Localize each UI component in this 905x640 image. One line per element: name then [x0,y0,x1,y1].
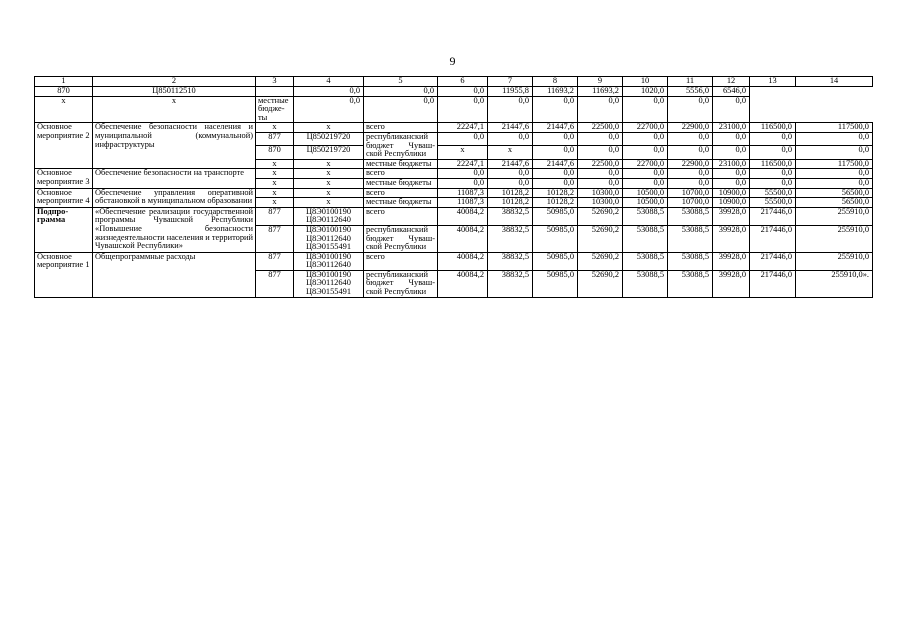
title-cell: Обеспечение безопасности населения и муниципальной (коммунальной) инфраструктуры [93,123,256,169]
source-cell: всего [364,123,438,133]
amount-cell: 23100,0 [713,159,750,169]
amount-cell: 0,0 [796,169,873,179]
source-cell: республиканский бюджет Чувашской Республики [364,270,438,297]
header-cell: 5 [364,77,438,87]
event-cell: Основное мероприятие 3 [35,169,93,188]
amount-cell: 10300,0 [578,198,623,208]
amount-cell: 0,0 [578,96,623,123]
amount-cell: 0,0 [578,146,623,159]
amount-cell: 0,0 [488,96,533,123]
amount-cell: 0,0 [364,96,438,123]
source-cell: местные бюджеты [256,96,294,123]
amount-cell: 0,0 [294,96,364,123]
amount-cell: 23100,0 [713,123,750,133]
kbk-cell: х [294,169,364,179]
amount-cell: 21447,6 [533,159,578,169]
amount-cell: 55500,0 [750,188,796,198]
amount-cell: 10300,0 [578,188,623,198]
code-cell: 877 [256,252,294,270]
amount-cell: 116500,0 [750,159,796,169]
amount-cell: 0,0 [533,169,578,179]
amount-cell: 0,0 [796,132,873,145]
table-row [35,252,873,270]
amount-cell: 217446,0 [750,225,796,252]
amount-cell: 39928,0 [713,225,750,252]
amount-cell: 0,0 [488,132,533,145]
amount-cell: 0,0 [713,178,750,188]
table-row [35,123,873,133]
amount-cell: 22247,1 [438,159,488,169]
code-cell: х [256,178,294,188]
amount-cell: 255910,0 [796,225,873,252]
amount-cell: 0,0 [796,146,873,159]
amount-cell: 0,0 [488,169,533,179]
amount-cell: 217446,0 [750,207,796,225]
amount-cell: 50985,0 [533,270,578,297]
source-cell: местные бюджеты [364,159,438,169]
amount-cell: 56500,0 [796,198,873,208]
header-cell: 4 [294,77,364,87]
budget-table [34,76,873,298]
code-cell: 877 [256,225,294,252]
amount-cell: 0,0 [623,96,668,123]
event-cell: Подпрограмма [35,207,93,252]
kbk-cell: Ц8Э0100190 Ц8Э0112640 Ц8Э0155491 [294,225,364,252]
amount-cell: 0,0 [623,169,668,179]
header-cell: 6 [438,77,488,87]
title-cell: Обеспечение управления оперативной обстановкой в муниципальном образовании [93,188,256,207]
table-row [35,188,873,198]
header-cell: 2 [93,77,256,87]
amount-cell: 53088,5 [668,270,713,297]
amount-cell: 38832,5 [488,207,533,225]
amount-cell: 5556,0 [668,87,713,97]
amount-cell: 52690,2 [578,270,623,297]
amount-cell: 21447,6 [488,123,533,133]
event-cell: Основное мероприятие 4 [35,188,93,207]
amount-cell: 10500,0 [623,198,668,208]
amount-cell: 255910,0». [796,270,873,297]
amount-cell: 116500,0 [750,123,796,133]
header-cell: 3 [256,77,294,87]
amount-cell: 11693,2 [578,87,623,97]
amount-cell: 10128,2 [533,188,578,198]
kbk-cell: х [294,123,364,133]
amount-cell: 0,0 [713,132,750,145]
amount-cell: 0,0 [750,169,796,179]
amount-cell: 22900,0 [668,159,713,169]
amount-cell: 0,0 [364,87,438,97]
amount-cell: 40084,2 [438,207,488,225]
amount-cell: 55500,0 [750,198,796,208]
amount-cell: 0,0 [668,169,713,179]
amount-cell: 1020,0 [623,87,668,97]
header-cell: 10 [623,77,668,87]
table-row [35,207,873,225]
amount-cell: 53088,5 [623,252,668,270]
amount-cell: 0,0 [533,132,578,145]
code-cell: 870 [35,87,93,97]
amount-cell: 217446,0 [750,270,796,297]
kbk-cell: Ц8Э0100190 Ц8Э0112640 [294,207,364,225]
kbk-cell: х [294,178,364,188]
code-cell: х [256,123,294,133]
kbk-cell: Ц850219720 [294,146,364,159]
amount-cell: 0,0 [578,178,623,188]
amount-cell: 0,0 [533,96,578,123]
amount-cell: 50985,0 [533,252,578,270]
amount-cell: 53088,5 [623,225,668,252]
code-cell: х [35,96,93,123]
amount-cell: 39928,0 [713,207,750,225]
amount-cell: 40084,2 [438,225,488,252]
amount-cell: 39928,0 [713,252,750,270]
code-cell: х [256,169,294,179]
amount-cell: 217446,0 [750,252,796,270]
source-cell: республиканский бюджет Чувашской Республики [364,132,438,159]
amount-cell: 0,0 [578,132,623,145]
title-cell: Общепрограммные расходы [93,252,256,297]
amount-cell: 10128,2 [488,198,533,208]
amount-cell: 50985,0 [533,207,578,225]
header-cell: 11 [668,77,713,87]
amount-cell: 0,0 [668,132,713,145]
amount-cell: 38832,5 [488,252,533,270]
amount-cell: 0,0 [533,146,578,159]
code-cell: х [256,198,294,208]
amount-cell: 255910,0 [796,252,873,270]
amount-cell: 53088,5 [623,270,668,297]
amount-cell: 38832,5 [488,270,533,297]
amount-cell: 0,0 [488,178,533,188]
amount-cell: х [438,146,488,159]
amount-cell: 0,0 [796,178,873,188]
amount-cell: х [488,146,533,159]
code-cell: 877 [256,132,294,145]
title-cell: «Обеспечение реализации государственной программы Чувашской Республики «Повышение безопасности жизнедеятельности населения и территорий Чувашской Республики» [93,207,256,252]
amount-cell: 38832,5 [488,225,533,252]
amount-cell: 10128,2 [533,198,578,208]
header-cell: 7 [488,77,533,87]
code-cell: 877 [256,270,294,297]
event-cell: Основное мероприятие 1 [35,252,93,297]
source-cell: местные бюджеты [364,178,438,188]
amount-cell: 0,0 [668,146,713,159]
amount-cell: 53088,5 [623,207,668,225]
amount-cell: 10900,0 [713,198,750,208]
amount-cell: 0,0 [438,169,488,179]
amount-cell: 0,0 [438,96,488,123]
amount-cell: 0,0 [294,87,364,97]
amount-cell: 40084,2 [438,252,488,270]
amount-cell: 0,0 [623,178,668,188]
table-body [35,87,873,298]
kbk-cell: Ц8Э0100190 Ц8Э0112640 [294,252,364,270]
header-cell: 8 [533,77,578,87]
amount-cell: 255910,0 [796,207,873,225]
amount-cell: 117500,0 [796,159,873,169]
amount-cell: 0,0 [578,169,623,179]
amount-cell: 0,0 [438,87,488,97]
event-cell: Основное мероприятие 2 [35,123,93,169]
kbk-cell: х [93,96,256,123]
title-cell: Обеспечение безопасности на транспорте [93,169,256,188]
header-cell: 13 [750,77,796,87]
amount-cell: 22500,0 [578,123,623,133]
kbk-cell: Ц8Э0100190 Ц8Э0112640 Ц8Э0155491 [294,270,364,297]
amount-cell: 0,0 [533,178,578,188]
amount-cell: 0,0 [623,132,668,145]
amount-cell: 0,0 [438,178,488,188]
page-number: 9 [449,54,456,68]
code-cell: х [256,159,294,169]
header-cell: 1 [35,77,93,87]
amount-cell: 11693,2 [533,87,578,97]
amount-cell: 10700,0 [668,188,713,198]
kbk-cell: х [294,198,364,208]
amount-cell: 6546,0 [713,87,750,97]
kbk-cell: Ц850219720 [294,132,364,145]
source-cell: всего [364,252,438,270]
code-cell: х [256,188,294,198]
header-row [35,77,873,87]
amount-cell: 0,0 [438,132,488,145]
amount-cell: 52690,2 [578,252,623,270]
amount-cell: 22900,0 [668,123,713,133]
amount-cell: 53088,5 [668,207,713,225]
amount-cell: 50985,0 [533,225,578,252]
amount-cell: 0,0 [750,132,796,145]
source-cell: всего [364,188,438,198]
amount-cell: 10900,0 [713,188,750,198]
amount-cell: 52690,2 [578,207,623,225]
amount-cell: 21447,6 [533,123,578,133]
amount-cell: 22247,1 [438,123,488,133]
source-cell: местные бюджеты [364,198,438,208]
amount-cell: 22700,0 [623,123,668,133]
amount-cell: 56500,0 [796,188,873,198]
amount-cell: 0,0 [623,146,668,159]
amount-cell: 22500,0 [578,159,623,169]
amount-cell: 0,0 [750,178,796,188]
amount-cell: 0,0 [750,146,796,159]
amount-cell: 117500,0 [796,123,873,133]
code-cell: 877 [256,207,294,225]
amount-cell: 0,0 [713,146,750,159]
source-cell: республиканский бюджет Чувашской Республики [364,225,438,252]
amount-cell: 10128,2 [488,188,533,198]
amount-cell: 53088,5 [668,252,713,270]
table-row [35,96,873,123]
amount-cell: 52690,2 [578,225,623,252]
table-row [35,169,873,179]
amount-cell: 10500,0 [623,188,668,198]
amount-cell: 10700,0 [668,198,713,208]
amount-cell: 0,0 [668,96,713,123]
amount-cell: 0,0 [668,178,713,188]
header-cell: 14 [796,77,873,87]
amount-cell: 0,0 [713,96,750,123]
header-cell: 9 [578,77,623,87]
amount-cell: 40084,2 [438,270,488,297]
kbk-cell: х [294,159,364,169]
amount-cell: 11087,3 [438,188,488,198]
kbk-cell: х [294,188,364,198]
amount-cell: 53088,5 [668,225,713,252]
source-cell: всего [364,207,438,225]
header-cell: 12 [713,77,750,87]
amount-cell: 11087,3 [438,198,488,208]
amount-cell: 39928,0 [713,270,750,297]
table-row [35,87,873,97]
code-cell: 870 [256,146,294,159]
kbk-cell: Ц850112510 [93,87,256,97]
source-cell: всего [364,169,438,179]
amount-cell: 0,0 [713,169,750,179]
amount-cell: 11955,8 [488,87,533,97]
source-cell [256,87,294,97]
amount-cell: 22700,0 [623,159,668,169]
amount-cell: 21447,6 [488,159,533,169]
